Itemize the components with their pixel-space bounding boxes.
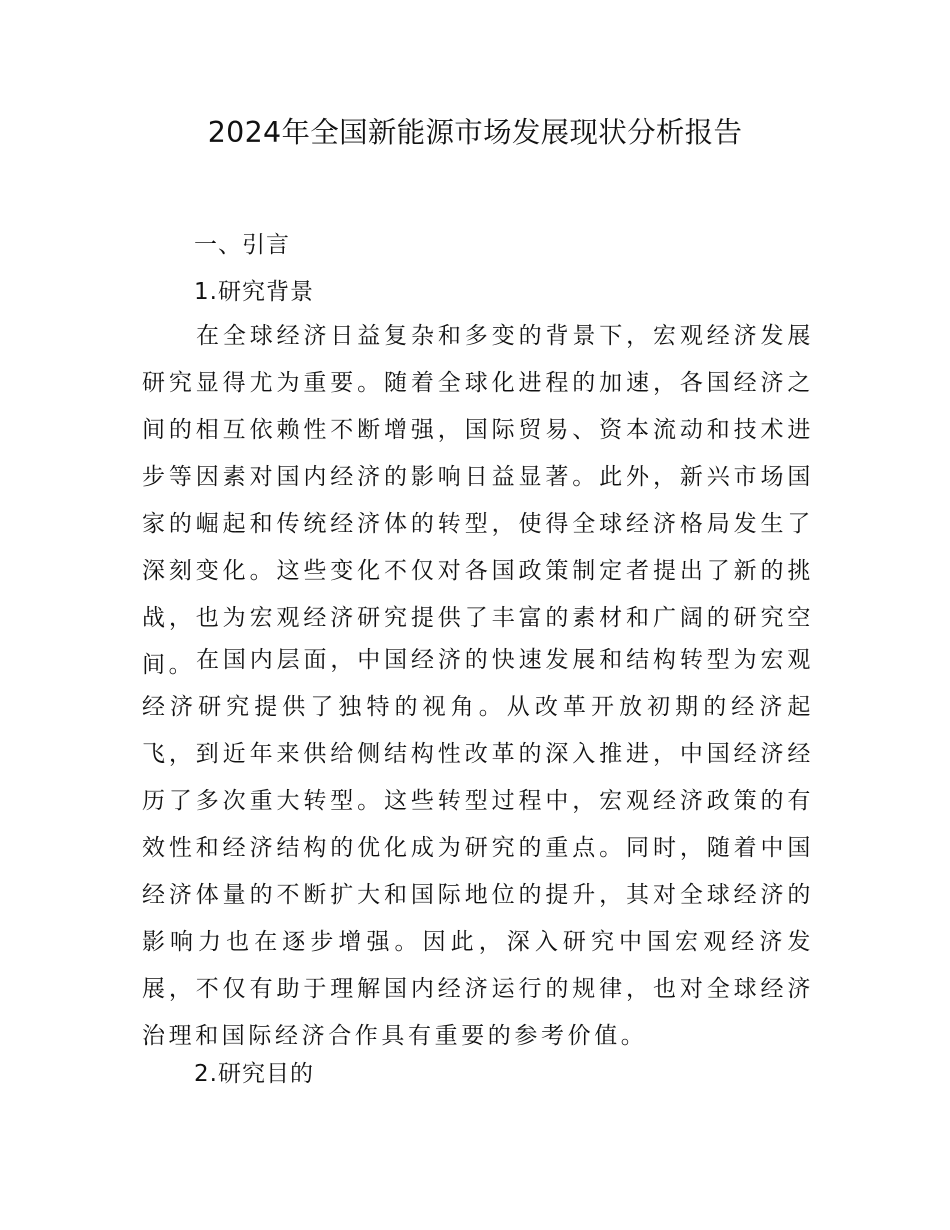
- section-heading-introduction: 一、引言: [194, 232, 290, 258]
- subsection-heading-research-background: 1.研究背景: [194, 279, 314, 305]
- body-paragraph-2: 在国内层面，中国经济的快速发展和结构转型为宏观经济研究提供了独特的视角。从改革开放初期的经济起飞，到近年来供给侧结构性改革的深入推进，中国经济经历了多次重大转型。这些转型过程中，宏观经济政策的有效性和经济结构的优化成为研究的重点。同时，随着中国经济体量的不断扩大和国际地位的提升，其对全球经济的影响力也在逐步增强。因此，深入研究中国宏观经济发展，不仅有助于理解国内经济运行的规律，也对全球经济治理和国际经济合作具有重要的参考价值。: [142, 647, 814, 1049]
- subsection-heading-research-purpose: 2.研究目的: [194, 1061, 314, 1087]
- document-title: 2024年全国新能源市场发展现状分析报告: [207, 116, 743, 149]
- body-paragraph-1: 在全球经济日益复杂和多变的背景下，宏观经济发展研究显得尤为重要。随着全球化进程的加速，各国经济之间的相互依赖性不断增强，国际贸易、资本流动和技术进步等因素对国内经济的影响日益显著。此外，新兴市场国家的崛起和传统经济体的转型，使得全球经济格局发生了深刻变化。这些变化不仅对各国政策制定者提出了新的挑战，也为宏观经济研究提供了丰富的素材和广阔的研究空间。: [142, 323, 814, 678]
